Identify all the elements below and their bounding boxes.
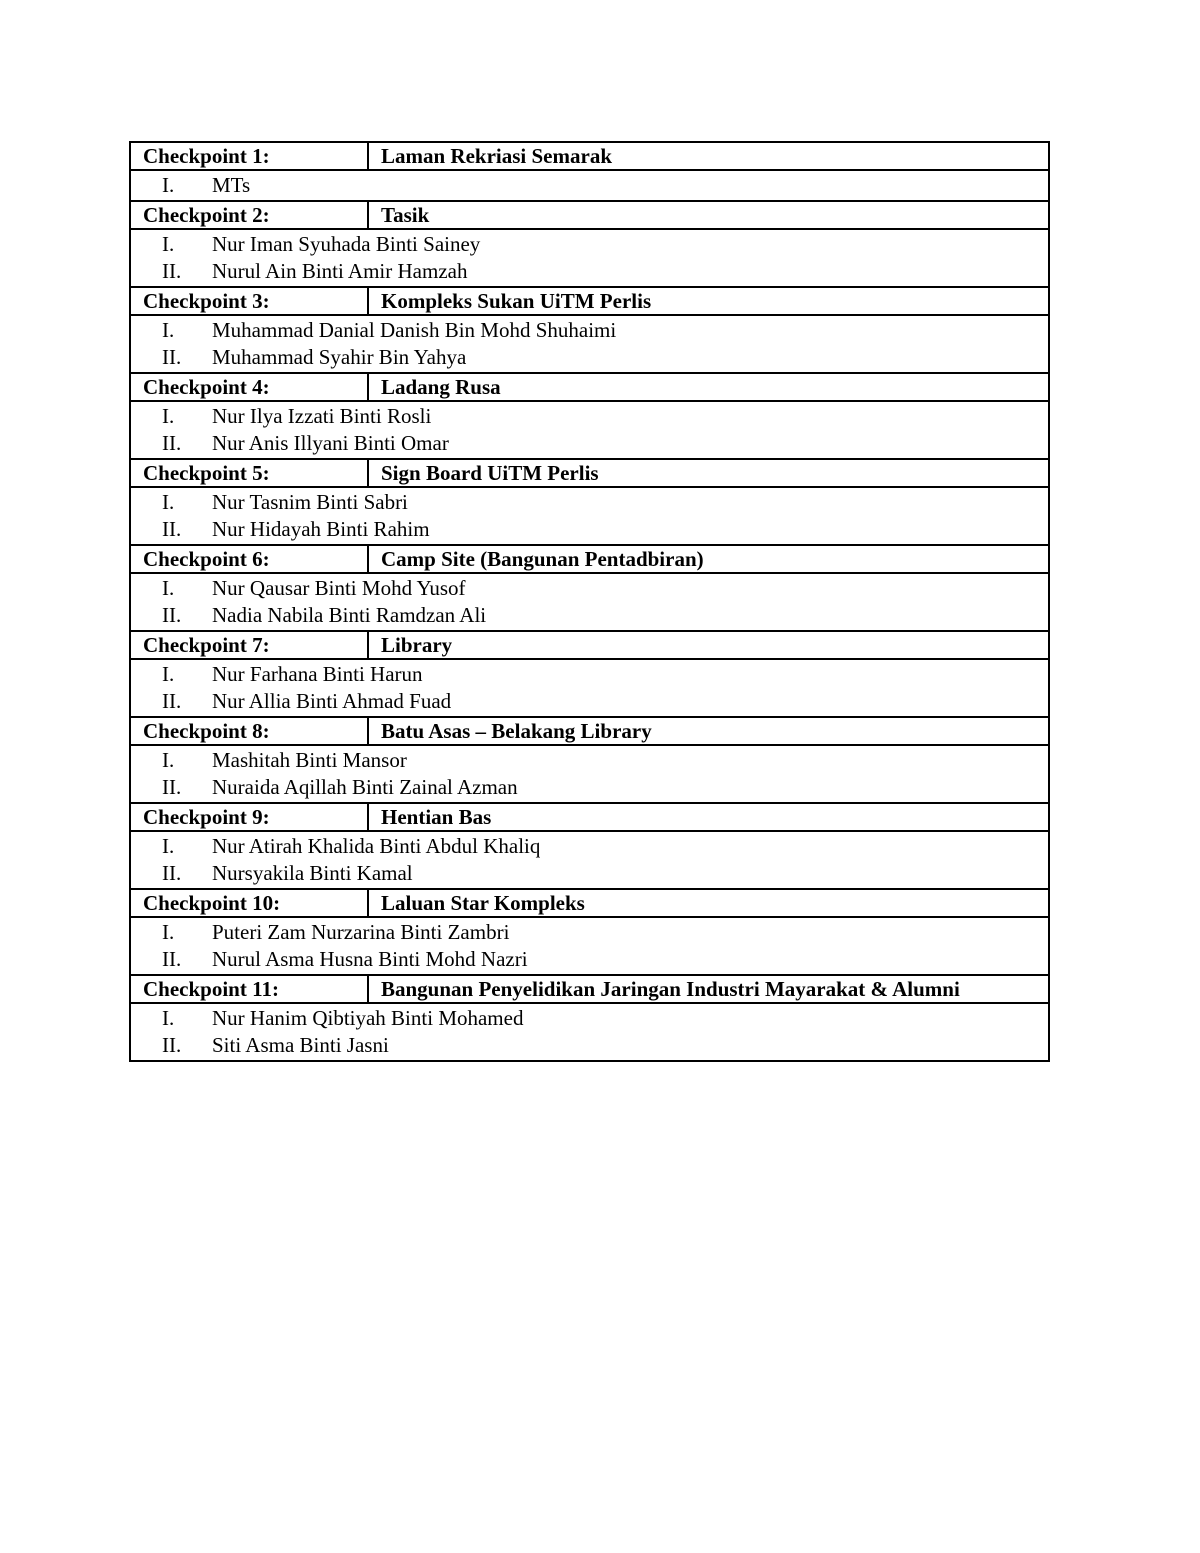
checkpoint-members-row [130,831,1049,889]
list-item [143,430,1048,457]
checkpoint-location: Sign Board UiTM Perlis [368,459,1049,487]
checkpoint-location: Laluan Star Kompleks [368,889,1049,917]
list-item [143,575,1048,602]
checkpoint-header-row [130,889,1049,917]
checkpoint-label: Checkpoint 4: [130,373,368,401]
member-list [130,745,1049,803]
list-item [143,1032,1048,1059]
member-name: Nurul Asma Husna Binti Mohd Nazri [212,947,528,971]
list-item [143,661,1048,688]
checkpoint-label: Checkpoint 11: [130,975,368,1003]
member-name: Nur Iman Syuhada Binti Sainey [212,232,481,256]
checkpoint-header-row [130,142,1049,170]
checkpoint-label: Checkpoint 10: [130,889,368,917]
checkpoint-location: Hentian Bas [368,803,1049,831]
checkpoint-label: Checkpoint 1: [130,142,368,170]
member-list [130,487,1049,545]
checkpoint-members-row [130,315,1049,373]
member-list [130,659,1049,717]
member-number: II. [162,947,182,971]
member-number: II. [162,259,182,283]
checkpoint-header-row [130,201,1049,229]
member-name: Nur Ilya Izzati Binti Rosli [212,404,432,428]
checkpoint-header-row [130,373,1049,401]
checkpoint-header-row [130,287,1049,315]
member-number: II. [162,345,182,369]
member-name: Puteri Zam Nurzarina Binti Zambri [212,920,510,944]
list-item [143,688,1048,715]
member-list [130,229,1049,287]
list-item [143,344,1048,371]
member-name: Nur Hanim Qibtiyah Binti Mohamed [212,1006,524,1030]
checkpoint-members-row [130,745,1049,803]
checkpoint-members-row [130,1003,1049,1061]
checkpoint-label: Checkpoint 5: [130,459,368,487]
member-name: Nur Allia Binti Ahmad Fuad [212,689,452,713]
checkpoint-header-row [130,975,1049,1003]
member-number: I. [162,173,175,197]
member-name: MTs [212,173,251,197]
list-item [143,860,1048,887]
member-list [130,1003,1049,1061]
checkpoint-location: Ladang Rusa [368,373,1049,401]
list-item [143,946,1048,973]
member-name: Muhammad Danial Danish Bin Mohd Shuhaimi [212,318,617,342]
checkpoint-location: Laman Rekriasi Semarak [368,142,1049,170]
member-number: I. [162,490,175,514]
member-number: I. [162,748,175,772]
list-item [143,403,1048,430]
member-number: I. [162,318,175,342]
member-number: I. [162,576,175,600]
checkpoint-location: Library [368,631,1049,659]
member-name: Nadia Nabila Binti Ramdzan Ali [212,603,487,627]
member-number: I. [162,834,175,858]
member-number: II. [162,603,182,627]
list-item [143,747,1048,774]
list-item [143,833,1048,860]
member-number: I. [162,1006,175,1030]
checkpoint-location: Camp Site (Bangunan Pentadbiran) [368,545,1049,573]
checkpoint-table [129,141,1050,1062]
checkpoint-members-row [130,917,1049,975]
member-name: Nur Farhana Binti Harun [212,662,423,686]
member-number: I. [162,404,175,428]
member-list [130,170,1049,201]
member-name: Muhammad Syahir Bin Yahya [212,345,467,369]
checkpoint-label: Checkpoint 9: [130,803,368,831]
checkpoint-members-row [130,487,1049,545]
checkpoint-location: Bangunan Penyelidikan Jaringan Industri Mayarakat & Alumni [368,975,1049,1003]
list-item [143,231,1048,258]
checkpoint-label: Checkpoint 7: [130,631,368,659]
member-name: Nur Hidayah Binti Rahim [212,517,430,541]
member-name: Nur Anis Illyani Binti Omar [212,431,449,455]
list-item [143,919,1048,946]
checkpoint-label: Checkpoint 3: [130,287,368,315]
member-name: Nurul Ain Binti Amir Hamzah [212,259,468,283]
list-item [143,258,1048,285]
checkpoint-header-row [130,459,1049,487]
list-item [143,489,1048,516]
member-number: II. [162,775,182,799]
checkpoint-location: Kompleks Sukan UiTM Perlis [368,287,1049,315]
member-list [130,573,1049,631]
checkpoint-members-row [130,170,1049,201]
member-number: II. [162,689,182,713]
checkpoint-members-row [130,659,1049,717]
member-name: Siti Asma Binti Jasni [212,1033,389,1057]
member-number: I. [162,920,175,944]
checkpoint-header-row [130,631,1049,659]
list-item [143,1005,1048,1032]
checkpoint-location: Tasik [368,201,1049,229]
member-list [130,401,1049,459]
member-number: II. [162,517,182,541]
checkpoint-label: Checkpoint 2: [130,201,368,229]
member-number: II. [162,431,182,455]
member-list [130,917,1049,975]
checkpoint-label: Checkpoint 6: [130,545,368,573]
checkpoint-members-row [130,573,1049,631]
list-item [143,317,1048,344]
member-name: Nursyakila Binti Kamal [212,861,413,885]
checkpoint-header-row [130,803,1049,831]
checkpoint-location: Batu Asas – Belakang Library [368,717,1049,745]
member-number: II. [162,861,182,885]
checkpoint-members-row [130,229,1049,287]
checkpoint-label: Checkpoint 8: [130,717,368,745]
list-item [143,774,1048,801]
list-item [143,172,1048,199]
member-number: I. [162,232,175,256]
checkpoint-header-row [130,545,1049,573]
checkpoint-header-row [130,717,1049,745]
list-item [143,516,1048,543]
checkpoint-table-body [130,142,1049,1061]
member-number: I. [162,662,175,686]
member-name: Nuraida Aqillah Binti Zainal Azman [212,775,518,799]
member-name: Nur Atirah Khalida Binti Abdul Khaliq [212,834,541,858]
member-number: II. [162,1033,182,1057]
member-name: Nur Tasnim Binti Sabri [212,490,408,514]
member-list [130,315,1049,373]
member-name: Nur Qausar Binti Mohd Yusof [212,576,466,600]
checkpoint-members-row [130,401,1049,459]
member-list [130,831,1049,889]
list-item [143,602,1048,629]
member-name: Mashitah Binti Mansor [212,748,407,772]
